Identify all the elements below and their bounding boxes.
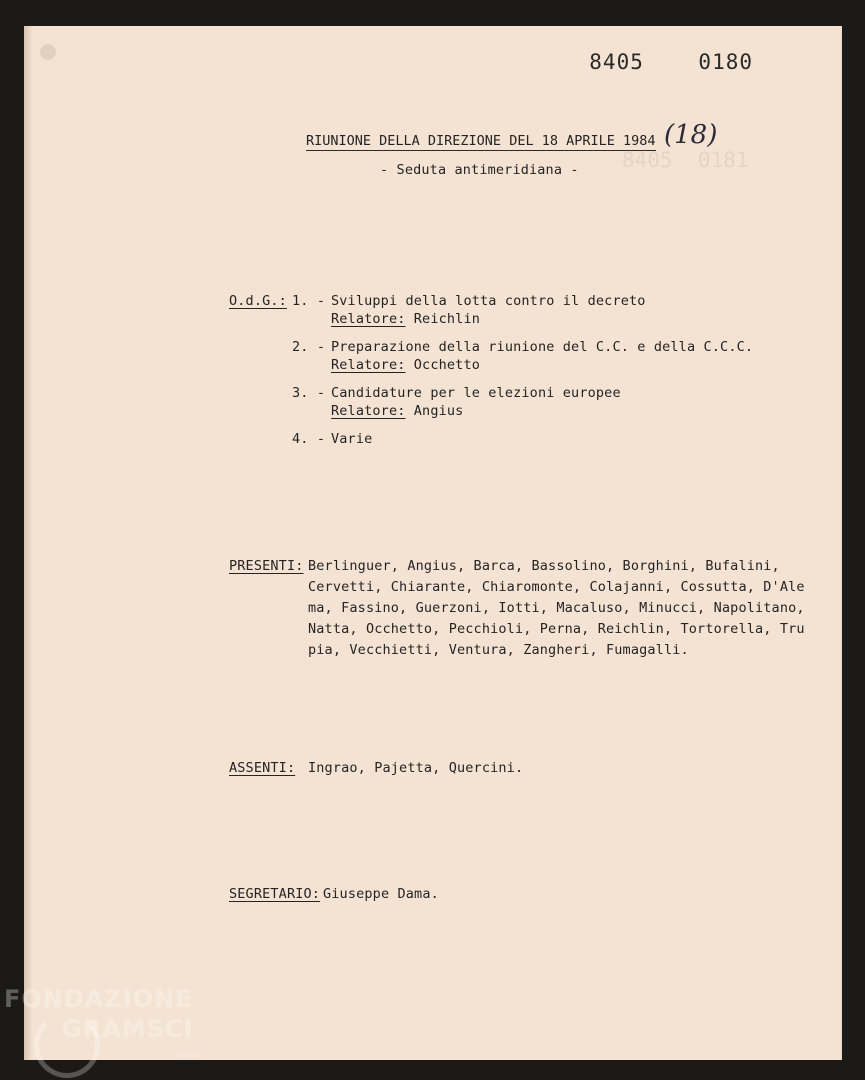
presenti-line: pia, Vecchietti, Ventura, Zangheri, Fumagalli.	[308, 642, 689, 658]
archive-number: 8405 0180	[589, 50, 753, 74]
relatore-label: Relatore:	[331, 357, 406, 373]
presenti-line: ma, Fassino, Guerzoni, Iotti, Macaluso, Minucci, Napolitano,	[308, 600, 805, 616]
agenda-item-2-relatore	[331, 356, 480, 374]
staple-mark	[40, 44, 56, 60]
page-edge	[24, 26, 32, 1060]
watermark-line1: FONDAZIONE	[4, 985, 193, 1013]
presenti-line: Berlinguer, Angius, Barca, Bassolino, Borghini, Bufalini,	[308, 558, 780, 574]
agenda-item-1-num: 1. -	[292, 293, 326, 309]
agenda-item-2-num: 2. -	[292, 339, 326, 355]
agenda-item-4-num: 4. -	[292, 431, 326, 447]
watermark-logo	[4, 984, 193, 1044]
assenti-label: ASSENTI:	[229, 760, 296, 776]
agenda-item-3-num: 3. -	[292, 385, 326, 401]
relatore-name: Angius	[413, 403, 464, 419]
assenti-value: Ingrao, Pajetta, Quercini.	[308, 760, 524, 776]
document-page	[24, 26, 842, 1060]
presenti-label: PRESENTI:	[229, 558, 304, 574]
watermark-small: onlus	[176, 1050, 201, 1060]
bleed-through-number: 8405 0181	[622, 148, 749, 172]
agenda-item-1-relatore	[331, 310, 480, 328]
relatore-name: Reichlin	[413, 311, 481, 327]
relatore-name: Occhetto	[413, 357, 481, 373]
agenda-item-2-text: Preparazione della riunione del C.C. e della C.C.C.	[331, 339, 754, 355]
relatore-label: Relatore:	[331, 311, 406, 327]
agenda-item-3-text: Candidature per le elezioni europee	[331, 385, 621, 401]
agenda-item-4-text: Varie	[331, 431, 373, 447]
handwritten-number: (18)	[664, 120, 718, 150]
session-label: - Seduta antimeridiana -	[380, 162, 579, 178]
meeting-title: RIUNIONE DELLA DIREZIONE DEL 18 APRILE 1984	[306, 133, 656, 149]
segretario-value: Giuseppe Dama.	[323, 886, 439, 902]
agenda-item-3-relatore	[331, 402, 463, 420]
segretario-label: SEGRETARIO:	[229, 886, 321, 902]
presenti-line: Cervetti, Chiarante, Chiaromonte, Colajanni, Cossutta, D'Ale	[308, 579, 805, 595]
presenti-line: Natta, Occhetto, Pecchioli, Perna, Reichlin, Tortorella, Tru	[308, 621, 805, 637]
agenda-label: O.d.G.:	[229, 293, 287, 309]
agenda-item-1-text: Sviluppi della lotta contro il decreto	[331, 293, 646, 309]
relatore-label: Relatore:	[331, 403, 406, 419]
watermark-line2: GRAMSCI	[62, 1015, 194, 1043]
